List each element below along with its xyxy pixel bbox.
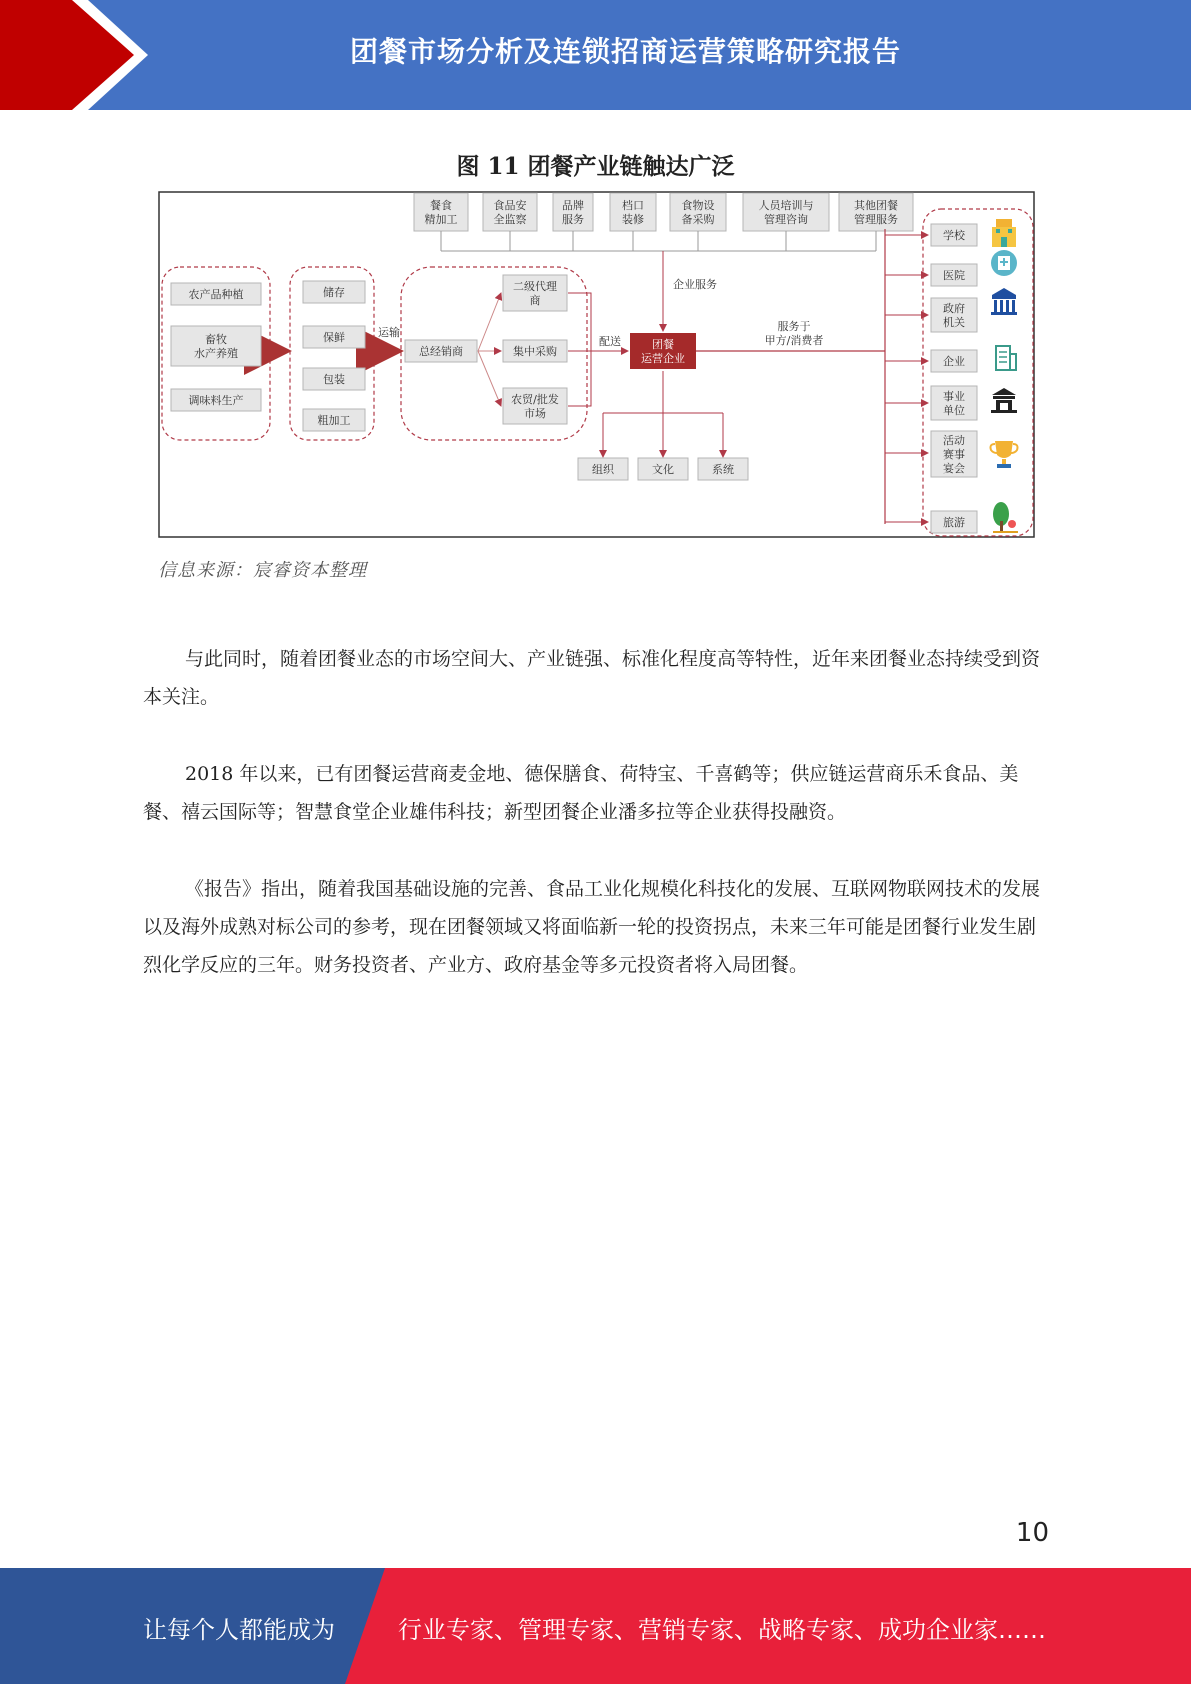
svg-text:配送: 配送 — [599, 334, 621, 348]
client-box-office-building — [931, 350, 977, 372]
client-box-travel-tree — [931, 511, 977, 533]
svg-text:食品安: 食品安 — [493, 198, 527, 212]
svg-text:保鲜: 保鲜 — [323, 330, 345, 344]
svg-text:商: 商 — [529, 293, 541, 307]
svg-text:农贸/批发: 农贸/批发 — [511, 392, 559, 406]
svg-text:其他团餐: 其他团餐 — [854, 198, 898, 212]
svg-text:精加工: 精加工 — [424, 212, 458, 226]
paragraph-financing-list: 2018 年以来，已有团餐运营商麦金地、德保膳食、荷特宝、千喜鹤等；供应链运营商乐禾食品、美餐、禧云国际等；智慧食堂企业雄伟科技；新型团餐企业潘多拉等企业获得投融资。 — [143, 763, 1019, 823]
distributor-box — [405, 340, 477, 362]
page-number: 10 — [1015, 1518, 1049, 1548]
svg-text:储存: 储存 — [323, 285, 345, 299]
svg-text:运营企业: 运营企业 — [641, 351, 685, 365]
svg-text:服务: 服务 — [562, 212, 584, 226]
top-service-box — [670, 193, 726, 231]
processing-box — [303, 368, 365, 390]
svg-text:管理服务: 管理服务 — [854, 212, 898, 226]
delivery-label — [599, 335, 621, 348]
channel-box — [503, 388, 567, 424]
svg-text:集中采购: 集中采购 — [513, 344, 557, 358]
bottom-box — [638, 458, 688, 480]
processing-box — [303, 409, 365, 431]
svg-text:档口: 档口 — [622, 198, 644, 212]
svg-text:系统: 系统 — [712, 462, 734, 476]
svg-text:旅游: 旅游 — [943, 515, 965, 529]
svg-text:运输: 运输 — [378, 325, 400, 339]
page-header — [0, 0, 1191, 110]
svg-text:市场: 市场 — [524, 406, 546, 420]
channel-box — [503, 340, 567, 362]
svg-text:组织: 组织 — [592, 462, 614, 476]
bottom-box — [698, 458, 748, 480]
svg-text:机关: 机关 — [943, 315, 965, 329]
svg-text:包装: 包装 — [323, 372, 345, 386]
svg-text:装修: 装修 — [622, 212, 644, 226]
client-box-institution — [931, 386, 977, 420]
hospital-icon — [991, 250, 1017, 276]
svg-text:品牌: 品牌 — [562, 198, 584, 212]
top-service-box — [553, 193, 593, 231]
svg-text:全监察: 全监察 — [493, 212, 527, 226]
svg-text:总经销商: 总经销商 — [419, 344, 463, 358]
bottom-box — [578, 458, 628, 480]
svg-text:单位: 单位 — [943, 403, 965, 417]
figure-source: 信息来源：宸睿资本整理 — [158, 560, 367, 581]
processing-box — [303, 326, 365, 348]
top-service-box — [743, 193, 829, 231]
paragraph-report-outlook: 《报告》指出，随着我国基础设施的完善、食品工业化规模化科技化的发展、互联网物联网技术的发展以及海外成熟对标公司的参考，现在团餐领域又将面临新一轮的投资拐点，未来三年可能是团餐行业发生剧烈化学反应的三年。财务投资者、产业方、政府基金等多元投资者将入局团餐。 — [143, 878, 1041, 976]
svg-text:医院: 医院 — [943, 268, 965, 282]
upstream-box — [171, 389, 261, 411]
svg-text:文化: 文化 — [652, 462, 674, 476]
top-service-box — [483, 193, 537, 231]
svg-text:人员培训与: 人员培训与 — [758, 198, 814, 212]
footer-slogan-right: 行业专家、管理专家、营销专家、战略专家、成功企业家…… — [398, 1616, 1046, 1644]
top-service-box — [610, 193, 656, 231]
svg-text:事业: 事业 — [943, 389, 965, 403]
svg-text:水产养殖: 水产养殖 — [194, 346, 238, 360]
svg-text:二级代理: 二级代理 — [513, 279, 557, 293]
svg-text:畜牧: 畜牧 — [205, 332, 227, 346]
page-footer — [0, 1568, 1191, 1684]
industry-chain-diagram — [158, 191, 1035, 538]
client-box-school — [931, 224, 977, 246]
client-box-government — [931, 298, 977, 332]
svg-text:学校: 学校 — [943, 228, 965, 242]
svg-text:宴会: 宴会 — [943, 461, 965, 475]
svg-text:食物设: 食物设 — [681, 198, 715, 212]
svg-text:政府: 政府 — [943, 301, 965, 315]
enterprise-service-label — [673, 277, 717, 291]
svg-text:农产品种植: 农产品种植 — [188, 287, 244, 301]
figure-title: 图 11 团餐产业链触达广泛 — [456, 153, 735, 180]
paragraph-capital-attention: 与此同时，随着团餐业态的市场空间大、产业链强、标准化程度高等特性，近年来团餐业态持续受到资本关注。 — [143, 648, 1041, 708]
svg-text:企业服务: 企业服务 — [673, 277, 717, 291]
svg-text:餐食: 餐食 — [430, 198, 452, 212]
transport-label — [378, 325, 400, 339]
svg-text:管理咨询: 管理咨询 — [764, 212, 808, 226]
channel-box — [503, 275, 567, 311]
svg-text:备采购: 备采购 — [681, 212, 715, 226]
upstream-box — [171, 326, 261, 366]
svg-text:服务于: 服务于 — [777, 319, 811, 333]
svg-text:粗加工: 粗加工 — [317, 413, 351, 427]
svg-text:企业: 企业 — [943, 354, 965, 368]
client-box-hospital — [931, 264, 977, 286]
svg-text:赛事: 赛事 — [943, 447, 965, 461]
top-service-box — [414, 193, 468, 231]
footer-slogan-left: 让每个人都能成为 — [143, 1616, 335, 1644]
svg-text:团餐: 团餐 — [652, 337, 674, 351]
svg-text:调味料生产: 调味料生产 — [188, 393, 244, 407]
report-title: 团餐市场分析及连锁招商运营策略研究报告 — [349, 35, 901, 68]
svg-text:甲方/消费者: 甲方/消费者 — [764, 333, 824, 347]
upstream-box — [171, 283, 261, 305]
svg-text:活动: 活动 — [943, 433, 965, 447]
client-box-trophy — [931, 431, 977, 477]
processing-box — [303, 281, 365, 303]
top-service-box — [839, 193, 913, 231]
header-arrow-decoration — [0, 0, 150, 110]
